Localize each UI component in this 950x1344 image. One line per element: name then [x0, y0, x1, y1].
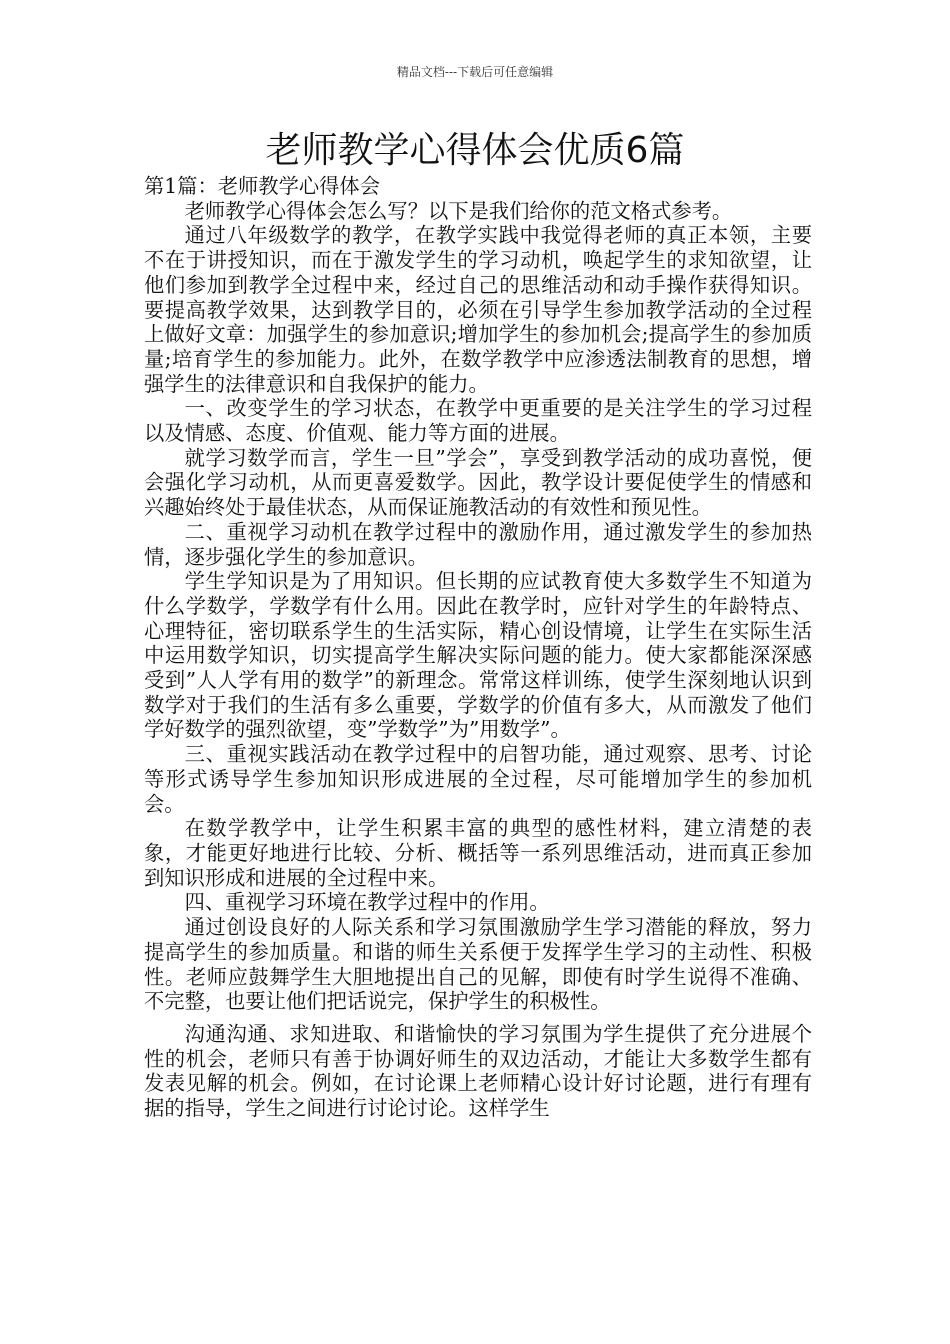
document-title: 老师教学心得体会优质6篇: [265, 130, 685, 171]
document-body: [144, 174, 812, 1121]
paragraph: 沟通沟通、求知进取、和谐愉快的学习氛围为学生提供了充分进展个性的机会，老师只有善于协调好师生的双边活动，才能让大多数学生都有发表见解的机会。例如，在讨论课上老师精心设计好讨论题，进行有理有据的指导，学生之间进行讨论讨论。这样学生: [144, 1021, 812, 1121]
paragraph-point-3: 三、重视实践活动在教学过程中的启智功能，通过观察、思考、讨论等形式诱导学生参加知识形成进展的全过程，尽可能增加学生的参加机会。: [144, 742, 812, 816]
paragraph: 就学习数学而言，学生一旦”学会”，享受到教学活动的成功喜悦，便会强化学习动机，从而更喜爱数学。因此，教学设计要促使学生的情感和兴趣始终处于最佳状态，从而保证施教活动的有效性和预见性。: [144, 445, 812, 520]
page-header-watermark: 精品文档---下载后可任意编辑: [396, 65, 554, 79]
paragraph-point-2: 二、重视学习动机在教学过程中的激励作用，通过激发学生的参加热情，逐步强化学生的参加意识。: [144, 519, 812, 569]
paragraph-point-1: 一、改变学生的学习状态，在教学中更重要的是关注学生的学习过程以及情感、态度、价值观、能力等方面的进展。: [144, 396, 812, 446]
paragraph: 通过创设良好的人际关系和学习氛围激励学生学习潜能的释放，努力提高学生的参加质量。和谐的师生关系便于发挥学生学习的主动性、积极性。老师应鼓舞学生大胆地提出自己的见解，即使有时学生说得不准确、不完整，也要让他们把话说完，保护学生的积极性。: [144, 915, 812, 1014]
paragraph: 学生学知识是为了用知识。但长期的应试教育使大多数学生不知道为什么学数学，学数学有什么用。因此在教学时，应针对学生的年龄特点、心理特征，密切联系学生的生活实际，精心创设情境，让学生在实际生活中运用数学知识，切实提高学生解决实际问题的能力。使大家都能深深感受到”人人学有用的数学”的新理念。常常这样训练，使学生深刻地认识到数学对于我们的生活有多么重要，学数学的价值有多大，从而激发了他们学好数学的强烈欲望，变”学数学”为”用数学”。: [144, 569, 812, 742]
paragraph-point-4: 四、重视学习环境在教学过程中的作用。: [184, 890, 550, 915]
paragraph-intro: 老师教学心得体会怎么写？以下是我们给你的范文格式参考。: [184, 198, 733, 223]
section-heading: 第1篇：老师教学心得体会: [144, 174, 380, 198]
paragraph: 在数学教学中，让学生积累丰富的典型的感性材料，建立清楚的表象，才能更好地进行比较、分析、概括等一系列思维活动，进而真正参加到知识形成和进展的全过程中来。: [144, 816, 812, 890]
paragraph: 通过八年级数学的教学，在教学实践中我觉得老师的真正本领，主要不在于讲授知识，而在于激发学生的学习动机，唤起学生的求知欲望，让他们参加到教学全过程中来，经过自己的思维活动和动手操作获得知识。要提高教学效果，达到教学目的，必须在引导学生参加教学活动的全过程上做好文章：加强学生的参加意识;增加学生的参加机会;提高学生的参加质量;培育学生的参加能力。此外，在数学教学中应渗透法制教育的思想，增强学生的法律意识和自我保护的能力。: [144, 223, 812, 396]
